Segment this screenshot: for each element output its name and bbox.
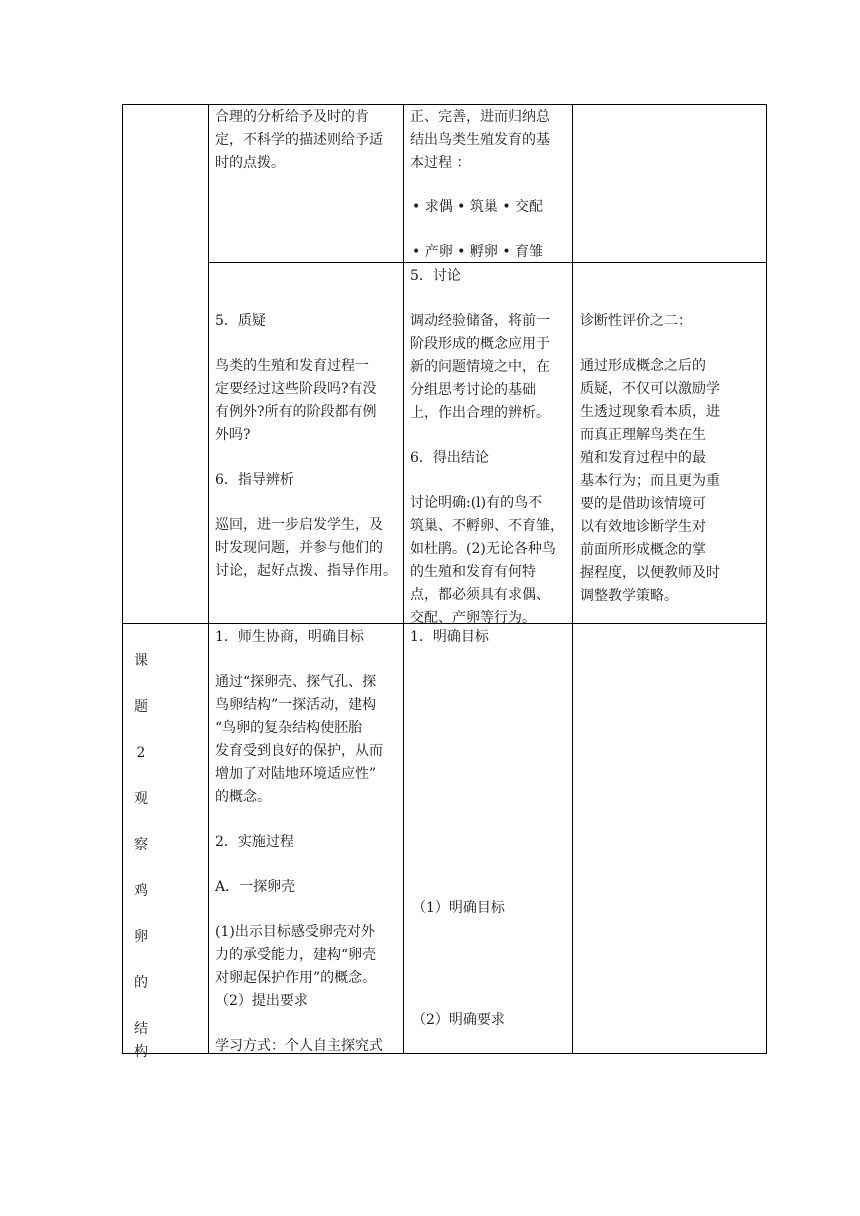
row3-col2-text (215, 626, 401, 1058)
text-line: 分组思考讨论的基础 (410, 382, 536, 398)
table-right-border (766, 104, 767, 1054)
title-char: 观 (134, 791, 148, 807)
text-line: 上，作出合理的辨析。 (410, 405, 550, 421)
column-divider-3 (572, 104, 573, 1054)
column-divider-1 (208, 104, 209, 1054)
row1-col2-text (215, 106, 401, 175)
section-heading: （1）明确目标 (412, 900, 505, 916)
text-line: 的概念。 (215, 789, 271, 805)
text-line: 调整教学策略。 (580, 588, 678, 604)
text-line: 时发现问题，并参与他们的 (215, 540, 383, 556)
row3-col3-subheading-2 (412, 1009, 572, 1032)
text-line: 质疑，不仅可以激励学 (580, 381, 720, 397)
text-line: 时的点拨。 (215, 155, 285, 171)
text-line: 巡回，进一步启发学生，及 (215, 517, 383, 533)
text-line: 定要经过这些阶段吗?有没 (215, 381, 377, 397)
text-line: （2）提出要求 (215, 993, 308, 1009)
text-line: 要的是借助该情境可 (580, 496, 706, 512)
text-line: 讨论，起好点拨、指导作用。 (215, 563, 397, 579)
text-line: 通过“探卵壳、探气孔、探 (215, 674, 377, 690)
title-char: 的 (134, 975, 148, 991)
section-heading: 5．质疑 (215, 313, 266, 329)
section-heading: A．一探卵壳 (215, 879, 296, 895)
title-char: 察 (134, 837, 148, 853)
text-line: 讨论明确:(l)有的鸟不 (410, 495, 543, 511)
section-heading: 1．明确目标 (410, 629, 489, 645)
text-line: 握程度，以便教师及时 (580, 565, 720, 581)
text-line: 鸟类的生殖和发育过程一 (215, 358, 369, 374)
section-heading: （2）明确要求 (412, 1012, 505, 1028)
text-line: 力的承受能力，建构“卵壳 (215, 947, 377, 963)
title-char: 构 (134, 1044, 148, 1060)
title-char: 题 (134, 699, 148, 715)
row2-col2-text (215, 310, 401, 583)
text-line: 点，都必须具有求偶、 (410, 587, 550, 603)
text-line: 正、完善，进而归纳总 (410, 109, 550, 125)
text-line: (1)出示目标感受卵壳对外 (215, 924, 375, 940)
section-heading: 2．实施过程 (215, 834, 294, 850)
text-line: 生透过现象看本质，进 (580, 404, 720, 420)
section-heading: 1．师生协商，明确目标 (215, 629, 364, 645)
table-top-border (122, 104, 767, 105)
breeding-steps-line-1 (412, 196, 572, 219)
text-line: 如杜鹃。(2)无论各种鸟 (410, 541, 556, 557)
text-line: 本过程 ： (410, 155, 471, 171)
row3-col1-vertical-title (122, 650, 160, 1064)
title-char: 课 (134, 653, 148, 669)
text-line: 殖和发育过程中的最 (580, 450, 706, 466)
text-line: 发育受到良好的保护，从而 (215, 743, 383, 759)
section-heading: 诊断性评价之二： (580, 313, 692, 329)
text-line: “鸟卵的复杂结构使胚胎 (215, 720, 363, 736)
text-line: 通过形成概念之后的 (580, 358, 706, 374)
column-divider-2 (403, 104, 404, 1054)
section-heading: 5．讨论 (410, 268, 461, 284)
text-line: 筑巢、不孵卵、不育雏， (410, 518, 564, 534)
text-line: 增加了对陆地环境适应性” (215, 766, 377, 782)
section-heading: 6．指导辨析 (215, 472, 294, 488)
text-line: 有例外?所有的阶段都有例 (215, 404, 377, 420)
text-line: 阶段形成的概念应用于 (410, 336, 550, 352)
row3-col3-subheading-1 (412, 897, 572, 920)
text-line: 对卵起保护作用”的概念。 (215, 970, 377, 986)
text-line: • 产卵 • 孵卵 • 育雏 (412, 244, 544, 260)
text-line: 以有效地诊断学生对 (580, 519, 706, 535)
text-line: 合理的分析给予及时的肯 (215, 109, 369, 125)
text-line: 前面所形成概念的掌 (580, 542, 706, 558)
text-line: 学习方式：个人自主探究式 (215, 1038, 383, 1054)
row1-col3-text (410, 106, 570, 175)
title-char: 鸡 (134, 883, 148, 899)
text-line: 外吗? (215, 427, 251, 443)
row3-col3-heading (410, 626, 570, 649)
text-line: 调动经验储备，将前一 (410, 313, 550, 329)
text-line: 结出鸟类生殖发育的基 (410, 132, 550, 148)
title-char: 2 (136, 745, 146, 761)
text-line: 的生殖和发育有何特 (410, 564, 536, 580)
title-char: 结 (134, 1021, 148, 1037)
text-line: • 求偶 • 筑巢 • 交配 (412, 199, 544, 215)
row2-col3-text (410, 265, 570, 630)
row2-col4-text (580, 310, 764, 608)
breeding-steps-line-2 (412, 241, 572, 264)
text-line: 定，不科学的描述则给予适 (215, 132, 383, 148)
text-line: 鸟卵结构”一探活动，建构 (215, 697, 377, 713)
text-line: 而真正理解鸟类在生 (580, 427, 706, 443)
title-char: 卵 (134, 929, 148, 945)
text-line: 基本行为；而且更为重 (580, 473, 720, 489)
text-line: 交配、产卵等行为。 (410, 610, 536, 626)
section-heading: 6．得出结论 (410, 450, 489, 466)
text-line: 新的问题情境之中，在 (410, 359, 550, 375)
